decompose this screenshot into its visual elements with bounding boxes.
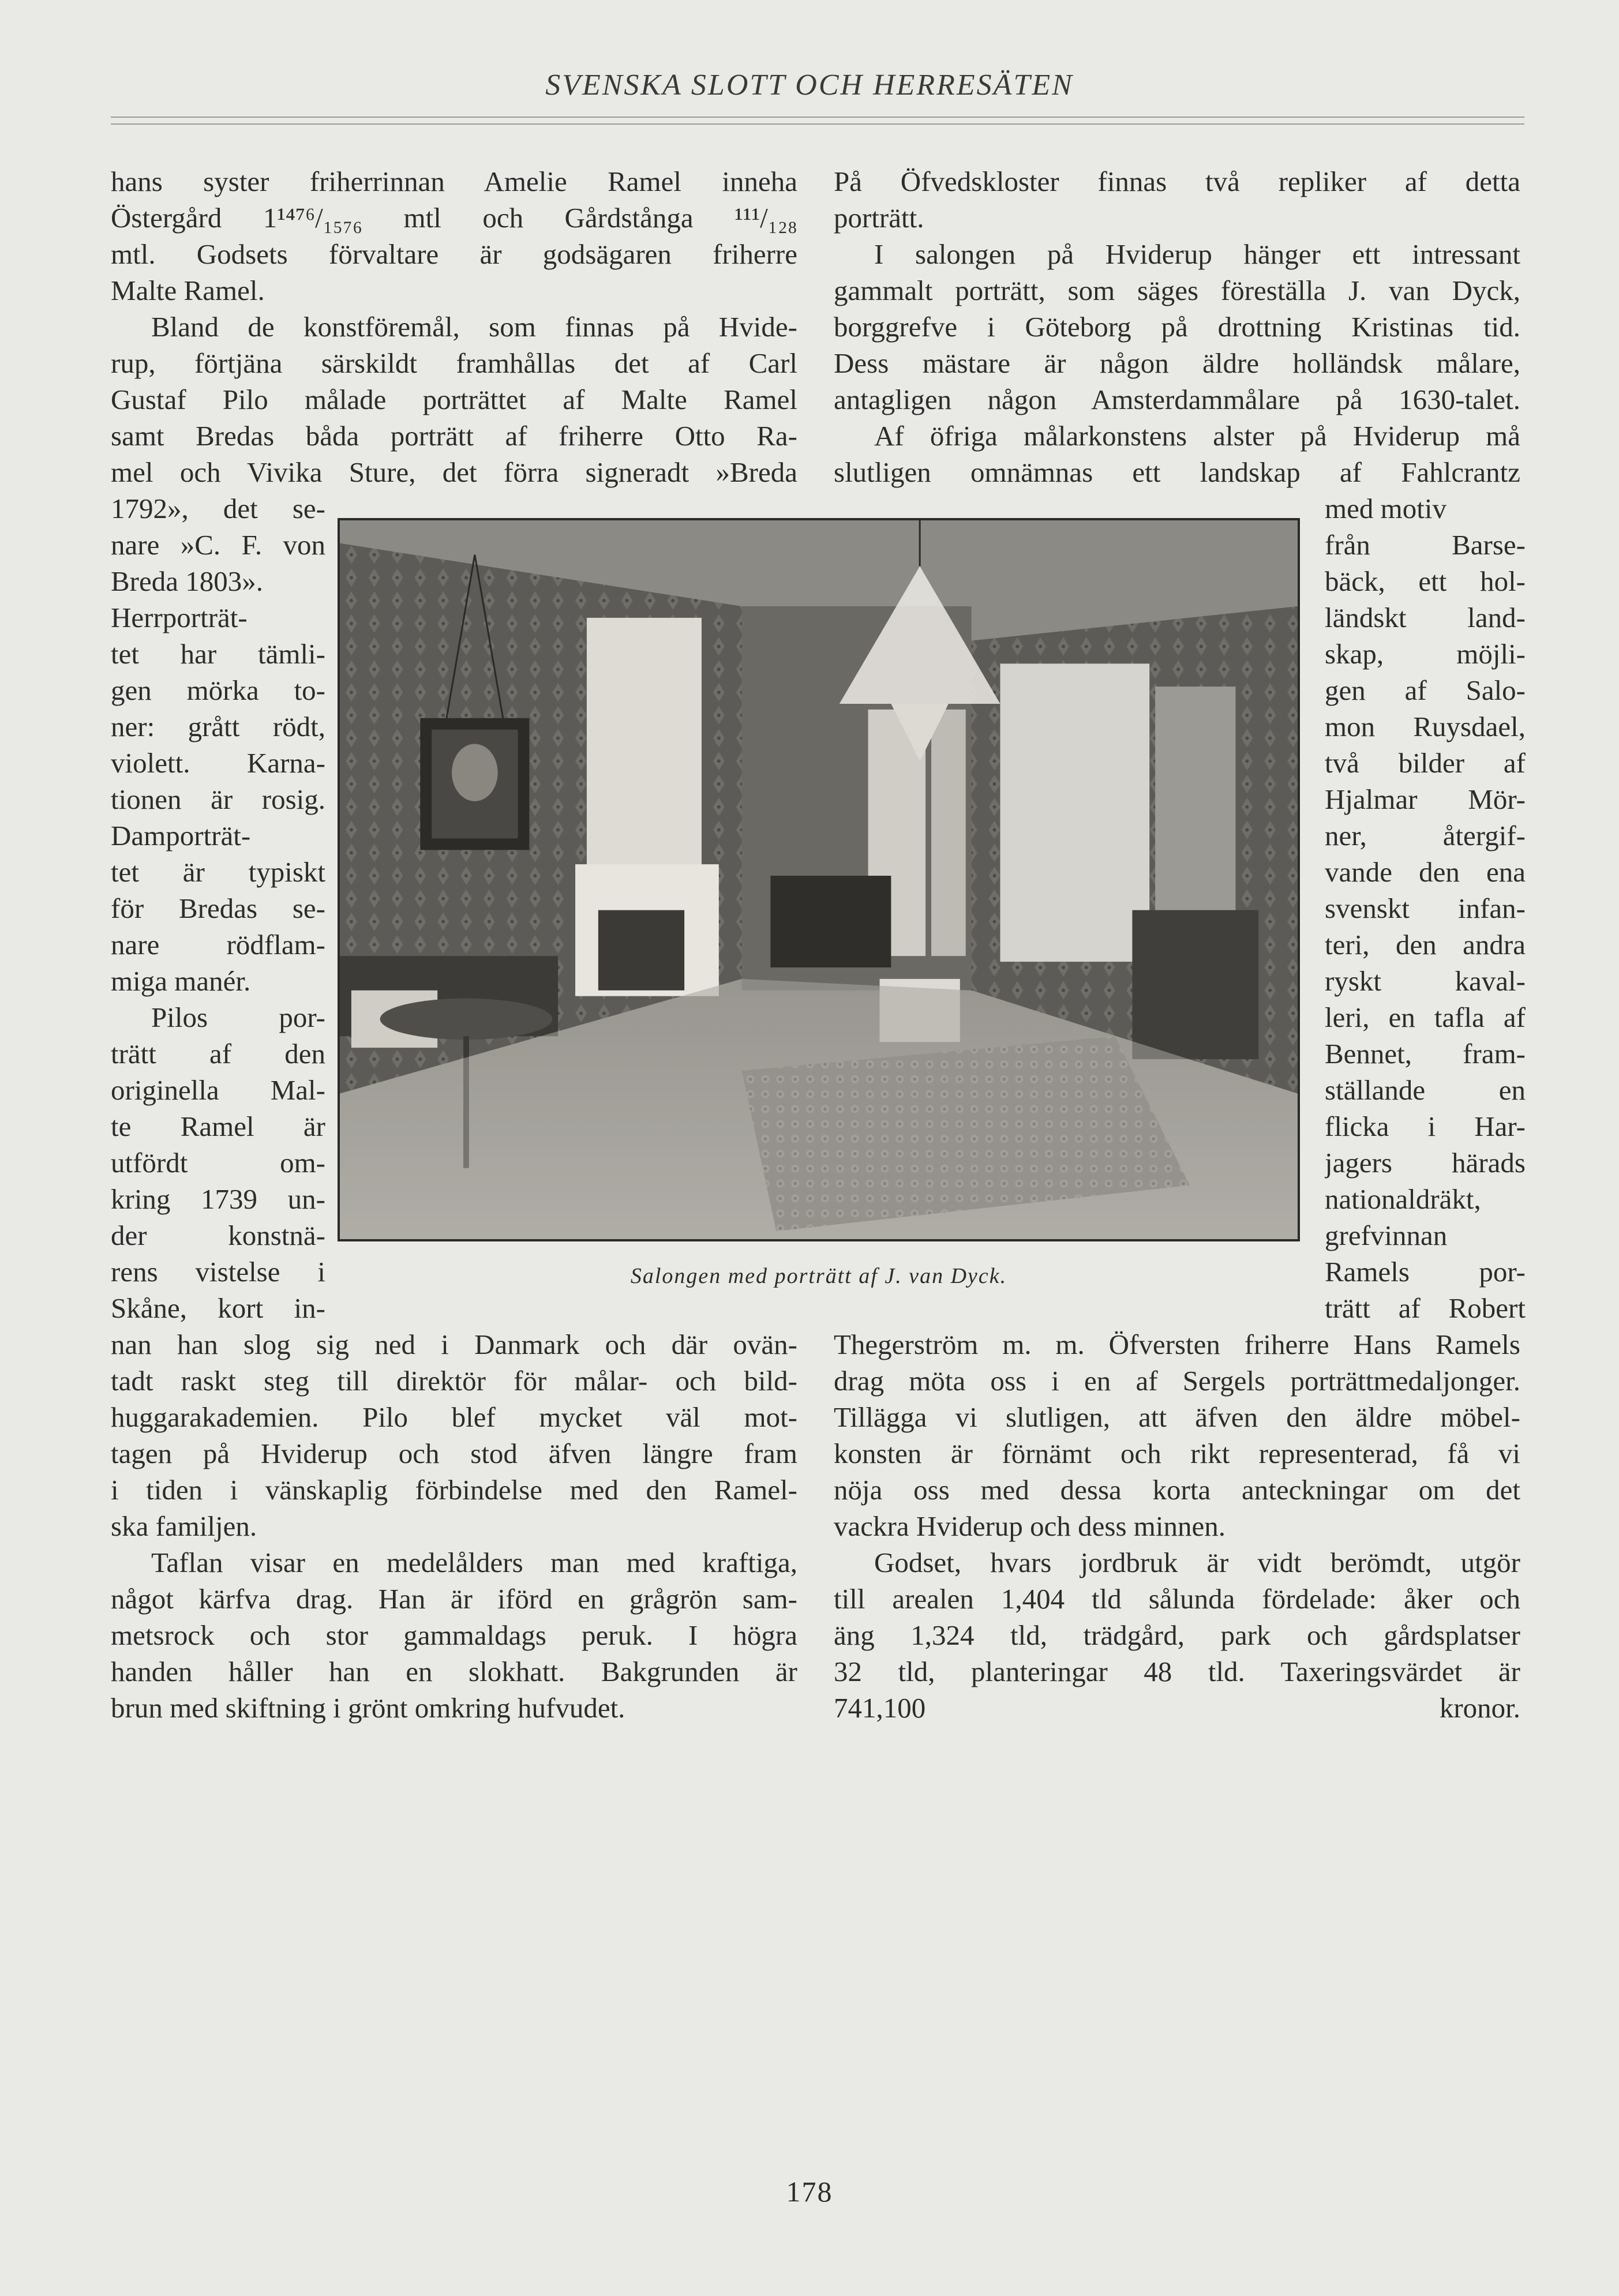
text-line: Skåne, kort in- — [111, 1292, 325, 1324]
text-line: ner, återgif- — [1325, 820, 1526, 851]
text-line: 741,100 kronor. — [834, 1692, 1520, 1724]
text-line: gammalt porträtt, som säges föreställa J. van Dyck, — [834, 275, 1520, 306]
text-line: tagen på Hviderup och stod äfven längre fram — [111, 1438, 797, 1469]
text-line: trätt af den — [111, 1038, 325, 1070]
text-line: 1792», det se- — [111, 493, 325, 524]
photo-caption: Salongen med porträtt af J. van Dyck. — [630, 1264, 1007, 1288]
text-line: nationaldräkt, — [1325, 1183, 1481, 1215]
page-number: 178 — [786, 2175, 833, 2208]
text-line: ner: grått rödt, — [111, 711, 325, 742]
text-line: tadt raskt steg till direktör för målar- och bild- — [111, 1365, 797, 1397]
text-line: slutligen omnämnas ett landskap af Fahlcrantz — [834, 456, 1520, 488]
text-line: för Bredas se- — [111, 892, 325, 924]
text-line: nare rödflam- — [111, 929, 325, 961]
text-line: Herrporträt- — [111, 602, 248, 633]
text-line: gen mörka to- — [111, 674, 325, 706]
text-line: till arealen 1,404 tld sålunda fördelade: åker och — [834, 1583, 1520, 1615]
text-line: leri, en tafla af — [1325, 1001, 1526, 1033]
text-line: der konstnä- — [111, 1220, 325, 1251]
text-line: mel och Vivika Sture, det förra signeradt »Breda — [111, 456, 797, 488]
text-line: trätt af Robert — [1325, 1292, 1526, 1324]
text-line: flicka i Har- — [1325, 1111, 1526, 1142]
salon-photograph — [338, 518, 1300, 1241]
text-line: Malte Ramel. — [111, 275, 265, 306]
text-line: teri, den andra — [1325, 929, 1526, 961]
text-line: I salongen på Hviderup hänger ett intressant — [874, 238, 1520, 270]
text-line: ländskt land- — [1325, 602, 1526, 633]
text-line: i tiden i vänskaplig förbindelse med den Ramel- — [111, 1474, 797, 1506]
text-line: borggrefve i Göteborg på drottning Kristinas tid. — [834, 311, 1520, 343]
text-line: kring 1739 un- — [111, 1183, 325, 1215]
text-line: porträtt. — [834, 202, 924, 234]
text-line: mtl. Godsets förvaltare är godsägaren friherre — [111, 238, 797, 270]
header-rule-bottom — [111, 123, 1524, 125]
text-line: Tillägga vi slutligen, att äfven den äldre möbel- — [834, 1401, 1520, 1433]
text-line: med motiv — [1325, 493, 1446, 524]
text-line: Breda 1803». — [111, 565, 263, 597]
header-rule-top — [111, 117, 1524, 118]
text-line: Dess mästare är någon äldre holländsk målare, — [834, 347, 1520, 379]
text-line: drag möta oss i en af Sergels porträttmedaljonger. — [834, 1365, 1520, 1397]
text-line: handen håller han en slokhatt. Bakgrunden är — [111, 1656, 797, 1687]
text-line: vackra Hviderup och dess minnen. — [834, 1510, 1226, 1542]
text-line: huggarakademien. Pilo blef mycket väl mot- — [111, 1401, 797, 1433]
text-line: skap, möjli- — [1325, 638, 1526, 670]
text-line: violett. Karna- — [111, 747, 325, 779]
text-line: brun med skiftning i grönt omkring hufvudet. — [111, 1692, 625, 1724]
text-line: Pilos por- — [151, 1001, 325, 1033]
text-line: tionen är rosig. — [111, 783, 325, 815]
text-line: Thegerström m. m. Öfversten friherre Hans Ramels — [834, 1329, 1520, 1360]
text-line: Taflan visar en medelålders man med kraftiga, — [151, 1547, 797, 1578]
text-line: Damporträt- — [111, 820, 251, 851]
text-line: från Barse- — [1325, 529, 1526, 561]
text-line: Östergård 1¹⁴⁷⁶/₁₅₇₆ mtl och Gårdstånga ¹¹¹/₁₂₈ — [111, 202, 797, 234]
text-line: vande den ena — [1325, 856, 1526, 888]
text-line: äng 1,324 tld, trädgård, park och gårdsplatser — [834, 1619, 1520, 1651]
text-line: ställande en — [1325, 1074, 1526, 1106]
text-line: bäck, ett hol- — [1325, 565, 1526, 597]
salon-photo-illustration — [340, 520, 1298, 1239]
text-line: Af öfriga målarkonstens alster på Hviderup må — [874, 420, 1520, 452]
text-line: rens vistelse i — [111, 1256, 325, 1288]
text-line: Gustaf Pilo målade porträttet af Malte Ramel — [111, 384, 797, 415]
text-line: samt Bredas båda porträtt af friherre Otto Ra- — [111, 420, 797, 452]
text-line: jagers härads — [1325, 1147, 1526, 1179]
text-line: grefvinnan — [1325, 1220, 1448, 1251]
text-line: nan han slog sig ned i Danmark och där ovän- — [111, 1329, 797, 1360]
text-line: mon Ruysdael, — [1325, 711, 1526, 742]
text-line: något kärfva drag. Han är iförd en grågrön sam- — [111, 1583, 797, 1615]
text-line: Hjalmar Mör- — [1325, 783, 1526, 815]
text-line: 32 tld, planteringar 48 tld. Taxeringsvärdet är — [834, 1656, 1520, 1687]
text-line: konsten är förnämt och rikt representerad, få vi — [834, 1438, 1520, 1469]
text-line: utfördt om- — [111, 1147, 325, 1179]
text-line: te Ramel är — [111, 1111, 325, 1142]
text-line: metsrock och stor gammaldags peruk. I högra — [111, 1619, 797, 1651]
text-line: Godset, hvars jordbruk är vidt berömdt, utgör — [874, 1547, 1520, 1578]
text-line: På Öfvedskloster finnas två repliker af detta — [834, 166, 1520, 197]
text-line: tet har tämli- — [111, 638, 325, 670]
text-line: svenskt infan- — [1325, 892, 1526, 924]
text-line: nare »C. F. von — [111, 529, 325, 561]
text-line: tet är typiskt — [111, 856, 325, 888]
text-line: Bland de konstföremål, som finnas på Hvide- — [151, 311, 797, 343]
text-line: Ramels por- — [1325, 1256, 1526, 1288]
text-line: ryskt kaval- — [1325, 965, 1526, 997]
running-header: SVENSKA SLOTT OCH HERRESÄTEN — [545, 69, 1074, 102]
text-line: antagligen någon Amsterdammålare på 1630-talet. — [834, 384, 1520, 415]
text-line: nöja oss med dessa korta anteckningar om det — [834, 1474, 1520, 1506]
text-line: två bilder af — [1325, 747, 1526, 779]
text-line: originella Mal- — [111, 1074, 325, 1106]
text-line: Bennet, fram- — [1325, 1038, 1526, 1070]
text-line: rup, förtjäna särskildt framhållas det af Carl — [111, 347, 797, 379]
text-line: ska familjen. — [111, 1510, 257, 1542]
text-line: hans syster friherrinnan Amelie Ramel inneha — [111, 166, 797, 197]
text-line: miga manér. — [111, 965, 251, 997]
text-line: gen af Salo- — [1325, 674, 1526, 706]
